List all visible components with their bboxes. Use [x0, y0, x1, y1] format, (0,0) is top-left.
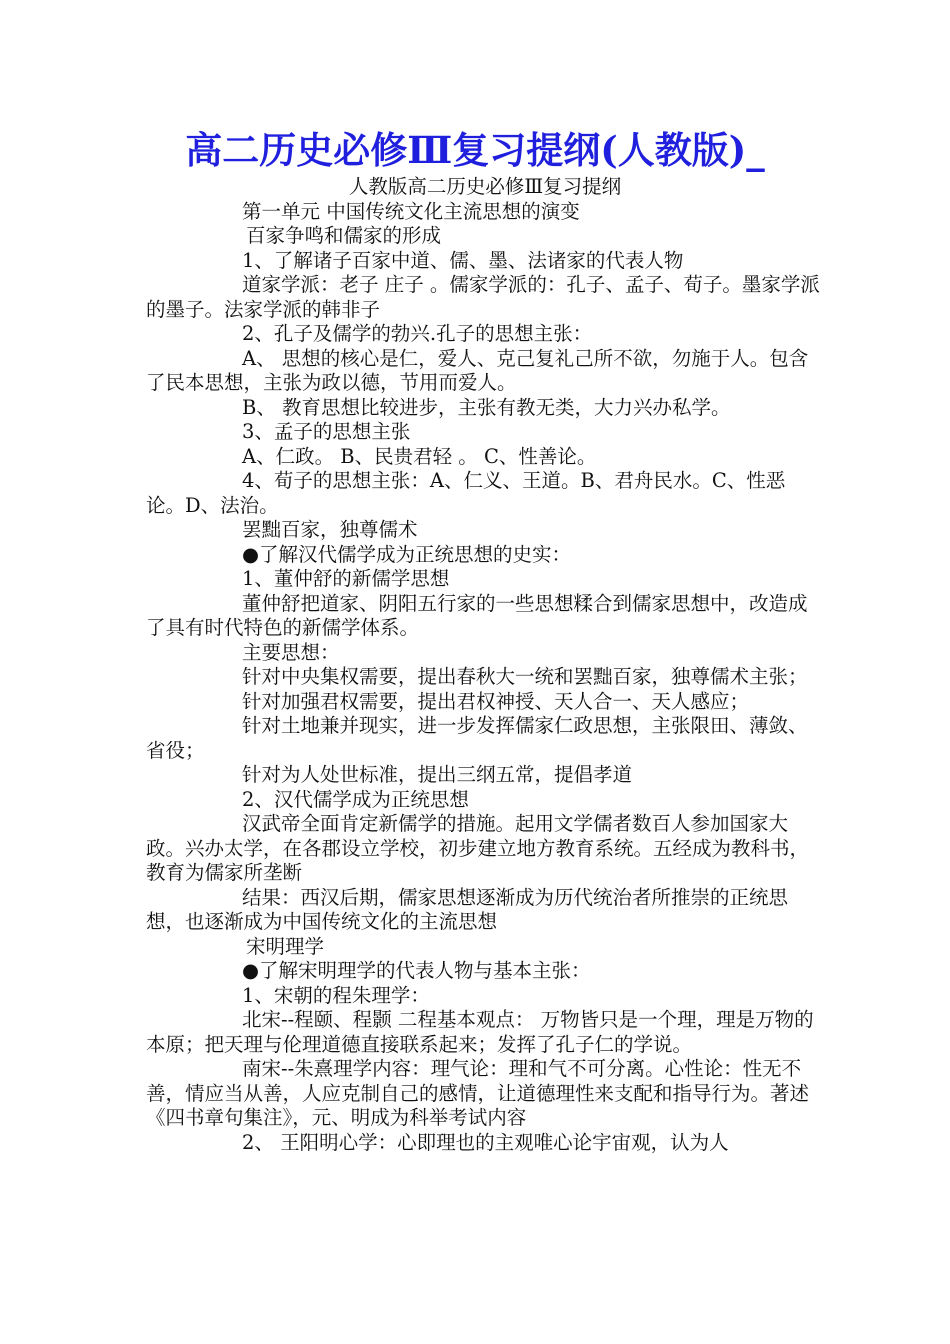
paragraph: 2、孔子及儒学的勃兴.孔子的思想主张： — [242, 322, 593, 345]
paragraph: 董仲舒把道家、阴阳五行家的一些思想糅合到儒家思想中，改造成了具有时代特色的新儒学体系。 — [146, 591, 808, 639]
paragraph: 针对中央集权需要，提出春秋大一统和罢黜百家，独尊儒术主张； — [242, 665, 808, 688]
paragraph: ●了解汉代儒学成为正统思想的史实： — [242, 542, 572, 566]
section-heading: 罢黜百家，独尊儒术 — [242, 518, 418, 541]
paragraph: 针对土地兼并现实，进一步发挥儒家仁政思想，主张限田、薄敛、省役； — [146, 714, 808, 762]
paragraph: 针对加强君权需要，提出君权神授、天人合一、天人感应； — [242, 689, 750, 713]
paragraph: A、仁政。 B、民贵君轻 。 C、性善论。 — [242, 444, 597, 468]
paragraph: 南宋--朱熹理学内容：理气论：理和气不可分离。心性论：性无不善，情应当从善，人应克制自己的感情，让道德理性来支配和指导行为。著述《四书章句集注》，元、明成为科举考试内容 — [146, 1057, 810, 1129]
paragraph: 3、孟子的思想主张 — [242, 420, 411, 443]
paragraph: 1、董仲舒的新儒学思想 — [242, 567, 450, 590]
section-heading: 宋明理学 — [246, 934, 325, 958]
paragraph: 北宋--程颐、程颢 二程基本观点： 万物皆只是一个理，理是万物的本原；把天理与伦理道德直接联系起来；发挥了孔子仁的学说。 — [146, 1008, 814, 1056]
paragraph: 2、 王阳明心学：心即理也的主观唯心论宇宙观，认为人 — [242, 1130, 729, 1154]
paragraph: 针对为人处世标准，提出三纲五常，提倡孝道 — [242, 763, 633, 786]
paragraph: 道家学派：老子 庄子 。儒家学派的：孔子、孟子、荀子。墨家学派的墨子。法家学派的韩非子 — [146, 273, 820, 321]
paragraph: 结果：西汉后期，儒家思想逐渐成为历代统治者所推崇的正统思想，也逐渐成为中国传统文化的主流思想 — [146, 885, 789, 933]
document-body — [146, 175, 824, 1155]
paragraph: ●了解宋明理学的代表人物与基本主张： — [242, 959, 591, 982]
unit-heading: 第一单元 中国传统文化主流思想的演变 — [242, 199, 580, 223]
paragraph: A、 思想的核心是仁，爱人、克己复礼己所不欲，勿施于人。包含了民本思想，主张为政以德，节用而爱人。 — [146, 346, 809, 394]
paragraph: 4、荀子的思想主张：A、仁义、王道。B、君舟民水。C、性恶论。D、法治。 — [146, 469, 786, 517]
paragraph: 1、宋朝的程朱理学： — [242, 983, 430, 1007]
paragraph: 汉武帝全面肯定新儒学的措施。起用文学儒者数百人参加国家大政。兴办太学，在各郡设立学校，初步建立地方教育系统。五经成为教科书，教育为儒家所垄断 — [146, 812, 810, 884]
paragraph: 2、汉代儒学成为正统思想 — [242, 787, 469, 811]
paragraph: 主要思想： — [242, 640, 340, 664]
paragraph: B、 教育思想比较进步，主张有教无类，大力兴办私学。 — [242, 395, 731, 419]
paragraph: 1、了解诸子百家中道、儒、墨、法诸家的代表人物 — [242, 248, 684, 272]
section-heading: 百家争鸣和儒家的形成 — [246, 224, 442, 247]
subtitle: 人教版高二历史必修Ⅲ复习提纲 — [348, 175, 622, 198]
document-title: 高二历史必修Ⅲ复习提纲(人教版)_ — [185, 128, 765, 172]
